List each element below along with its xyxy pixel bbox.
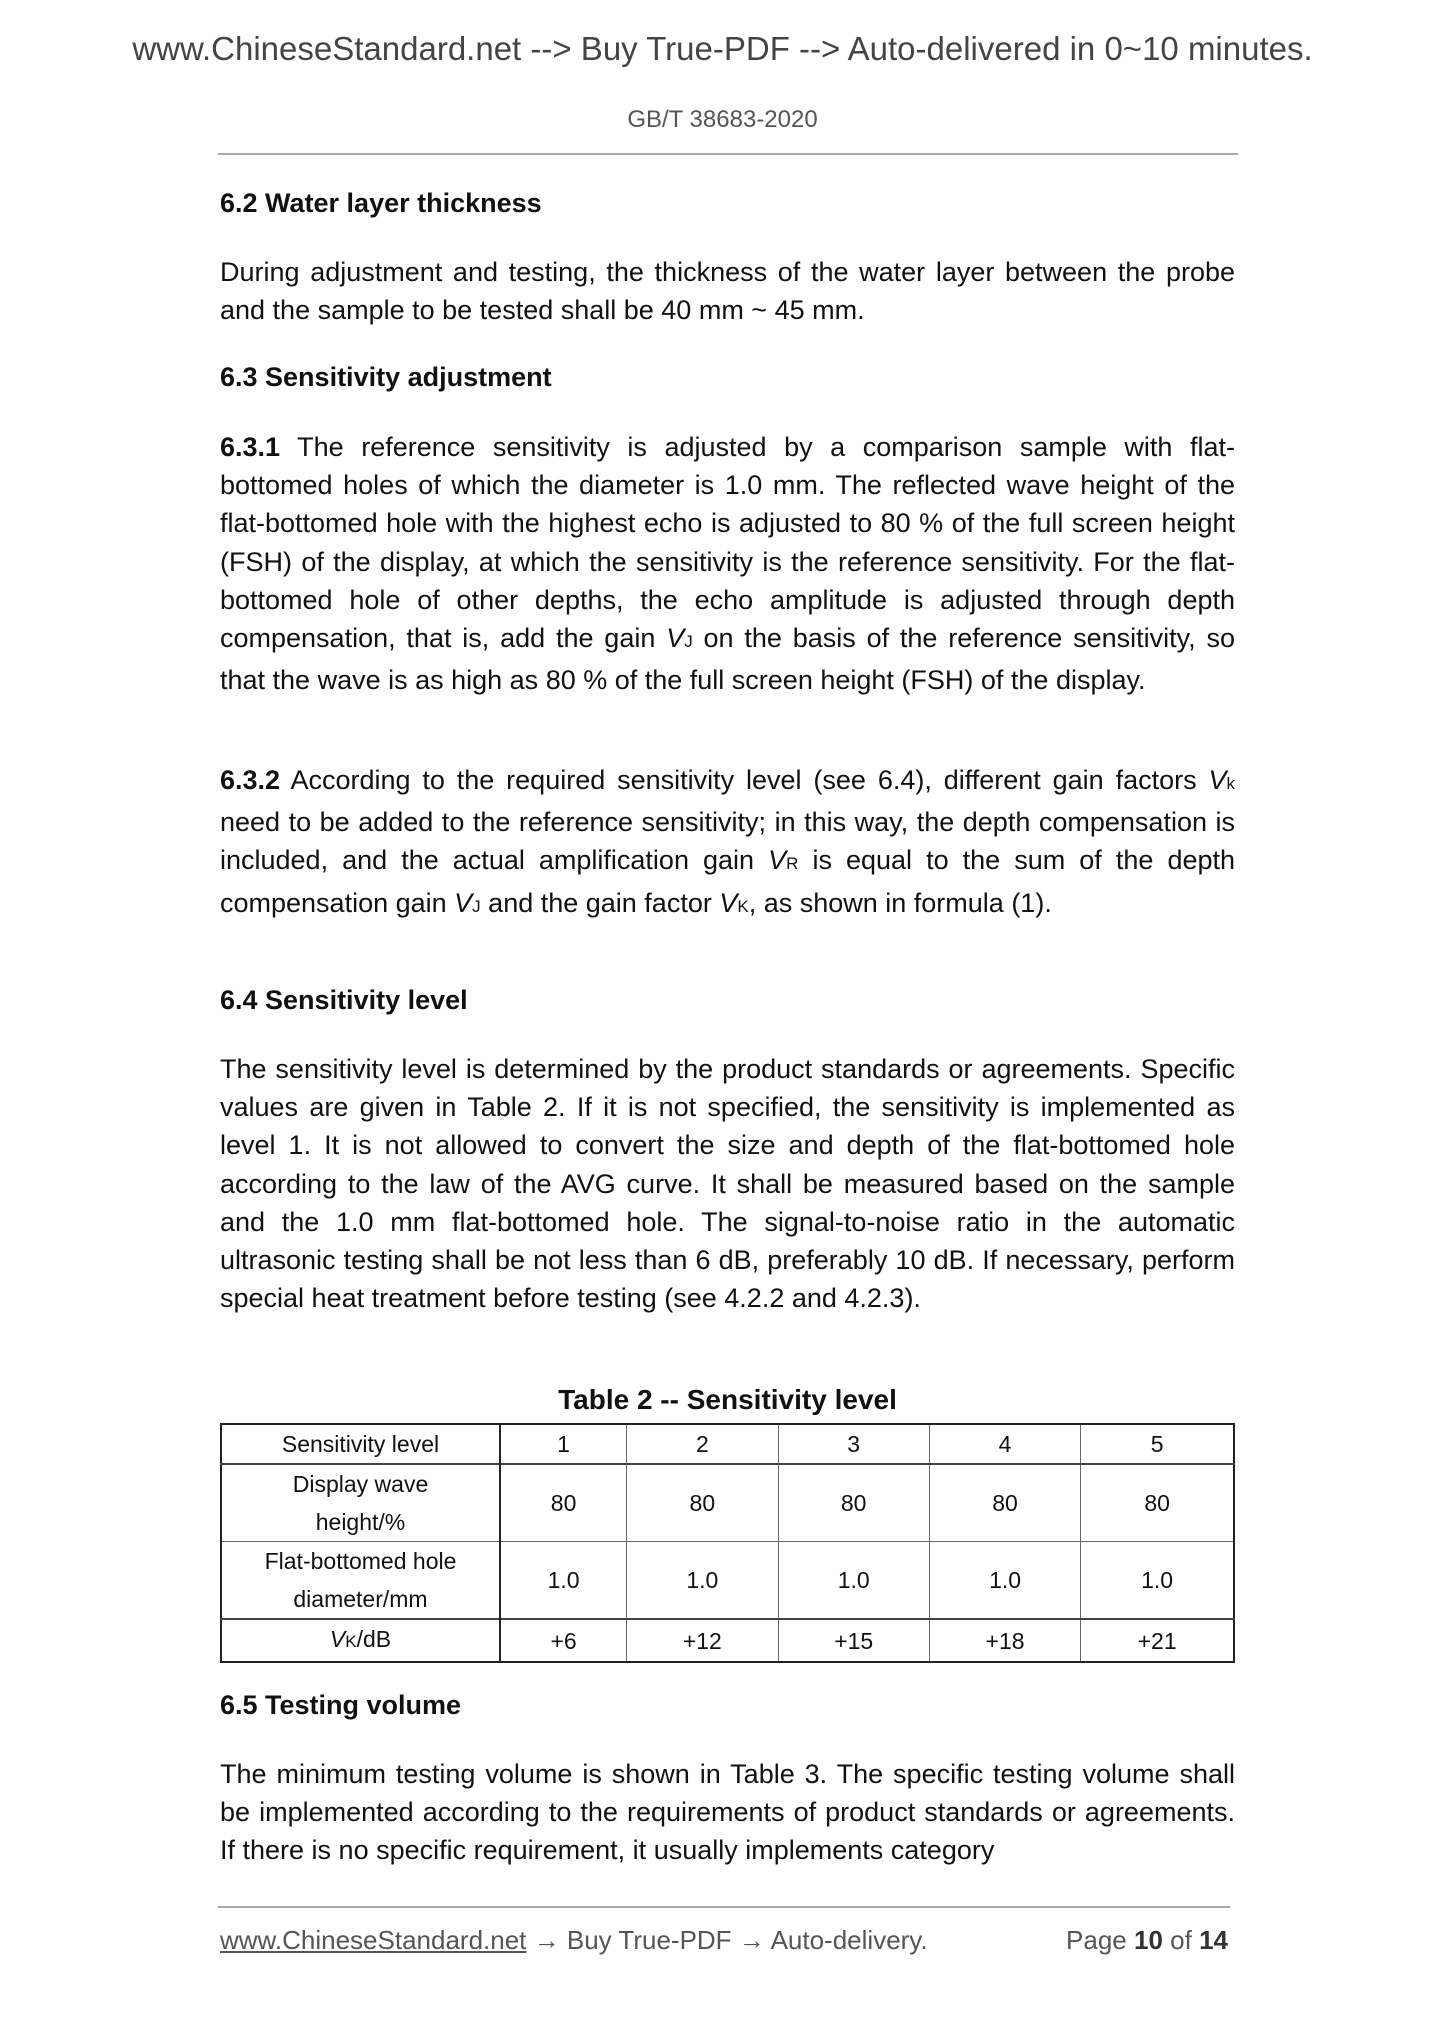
clause-number: 6.3.1 <box>220 432 281 462</box>
table-cell: 80 <box>929 1464 1080 1542</box>
footer-link[interactable]: www.ChineseStandard.net <box>220 1925 527 1955</box>
heading-6-4: 6.4 Sensitivity level <box>220 985 468 1015</box>
text: According to the required sensitivity level (see 6.4), different gain factors <box>280 765 1209 795</box>
text: , as shown in formula (1). <box>748 887 1052 918</box>
footer-divider <box>218 1906 1230 1908</box>
row-header <box>221 1619 500 1662</box>
symbol-v: V <box>1208 765 1227 795</box>
page-label: Page <box>1066 1925 1127 1955</box>
table-row <box>221 1464 1234 1542</box>
text: is equal to the sum of the depth compensation gain <box>220 845 1236 918</box>
symbol-subscript: R <box>786 854 799 874</box>
page-indicator <box>1066 1925 1228 1956</box>
of-label: of <box>1170 1925 1192 1955</box>
symbol-subscript: K <box>737 896 749 916</box>
table-cell: 4 <box>929 1424 1080 1464</box>
table-row <box>221 1619 1234 1662</box>
table-cell: 80 <box>1081 1464 1234 1542</box>
footer-left <box>220 1925 928 1956</box>
table-cell: 1.0 <box>1081 1542 1234 1620</box>
table-cell: 1 <box>500 1424 627 1464</box>
footer-text: → Buy True-PDF → Auto-delivery. <box>526 1925 928 1955</box>
table-cell: +21 <box>1081 1619 1234 1662</box>
heading-6-3: 6.3 Sensitivity adjustment <box>220 362 552 392</box>
sensitivity-level-table <box>220 1423 1235 1663</box>
symbol-v: V <box>768 845 787 876</box>
table-cell: 80 <box>500 1464 627 1542</box>
row-header: Display wave height/% <box>221 1464 500 1542</box>
symbol-v: V <box>719 887 738 918</box>
clause-number: 6.3.2 <box>220 765 281 795</box>
table-cell: 1.0 <box>778 1542 929 1620</box>
row-header: Sensitivity level <box>221 1424 500 1464</box>
table-cell: +15 <box>778 1619 929 1662</box>
text: and the gain factor <box>480 887 720 918</box>
page-total: 14 <box>1199 1925 1228 1955</box>
paragraph-6-5: The minimum testing volume is shown in Table 3. The specific testing volume shall be implemented according to the requirements of product standards or agreements. If there is no specific requirement, it usually implements category <box>220 1759 1235 1866</box>
table-cell: 1.0 <box>627 1542 778 1620</box>
table-cell: 80 <box>627 1464 778 1542</box>
symbol-subscript: k <box>1226 774 1235 793</box>
paragraph-6-3-1 <box>220 428 1235 699</box>
page-number: 10 <box>1134 1925 1163 1955</box>
symbol-subscript: K <box>345 1632 357 1651</box>
table-row <box>221 1424 1234 1464</box>
text: on the basis of the reference sensitivity, so that the wave is as high as 80 % of the full screen height (FSH) of the display. <box>220 623 1235 696</box>
table-cell: +6 <box>500 1619 627 1662</box>
row-header: Flat-bottomed hole diameter/mm <box>221 1542 500 1620</box>
table-cell: 5 <box>1081 1424 1234 1464</box>
text: The reference sensitivity is adjusted by a comparison sample with flat-bottomed holes of which the diameter is 1.0 mm. The reflected wave height of the flat-bottomed hole with the highest echo is adjusted to 80 % of the full screen height (FSH) of the display, at which the sensitivity is the reference sensitivity. For the flat-bottomed hole of other depths, the echo amplitude is adjusted through depth compensation, that is, add the gain <box>220 432 1235 654</box>
paragraph-6-2: During adjustment and testing, the thickness of the water layer between the probe and the sample to be tested shall be 40 mm ~ 45 mm. <box>220 257 1235 326</box>
symbol-v: V <box>329 1626 346 1652</box>
symbol-v: V <box>454 887 473 918</box>
paragraph-6-4: The sensitivity level is determined by the product standards or agreements. Specific values are given in Table 2. If it is not specified, the sensitivity is implemented as level 1. It is not allowed to convert the size and depth of the flat-bottomed hole according to the law of the AVG curve. It shall be measured based on the sample and the 1.0 mm flat-bottomed hole. The signal-to-noise ratio in the automatic ultrasonic testing shall be not less than 6 dB, preferably 10 dB. If necessary, perform special heat treatment before testing (see 4.2.2 and 4.2.3). <box>220 1054 1235 1314</box>
document-id: GB/T 38683-2020 <box>627 106 818 133</box>
symbol-subscript: J <box>472 896 481 916</box>
heading-6-5: 6.5 Testing volume <box>220 1690 462 1720</box>
table-cell: 80 <box>778 1464 929 1542</box>
table-cell: 1.0 <box>929 1542 1080 1620</box>
table-cell: 3 <box>778 1424 929 1464</box>
symbol-subscript: J <box>684 632 693 652</box>
table-cell: 2 <box>627 1424 778 1464</box>
text: need to be added to the reference sensitivity; in this way, the depth compensation is included, and the actual amplification gain <box>220 807 1235 876</box>
unit: /dB <box>356 1626 392 1652</box>
table-row <box>221 1542 1234 1620</box>
table-cell: +18 <box>929 1619 1080 1662</box>
header-divider <box>218 153 1238 155</box>
table-title: Table 2 -- Sensitivity level <box>558 1384 897 1415</box>
symbol-v: V <box>666 623 685 654</box>
table-cell: 1.0 <box>500 1542 627 1620</box>
top-banner: www.ChineseStandard.net --> Buy True-PDF --> Auto-delivered in 0~10 minutes. <box>132 30 1313 67</box>
heading-6-2: 6.2 Water layer thickness <box>220 188 542 218</box>
paragraph-6-3-2 <box>220 761 1235 926</box>
table-cell: +12 <box>627 1619 778 1662</box>
